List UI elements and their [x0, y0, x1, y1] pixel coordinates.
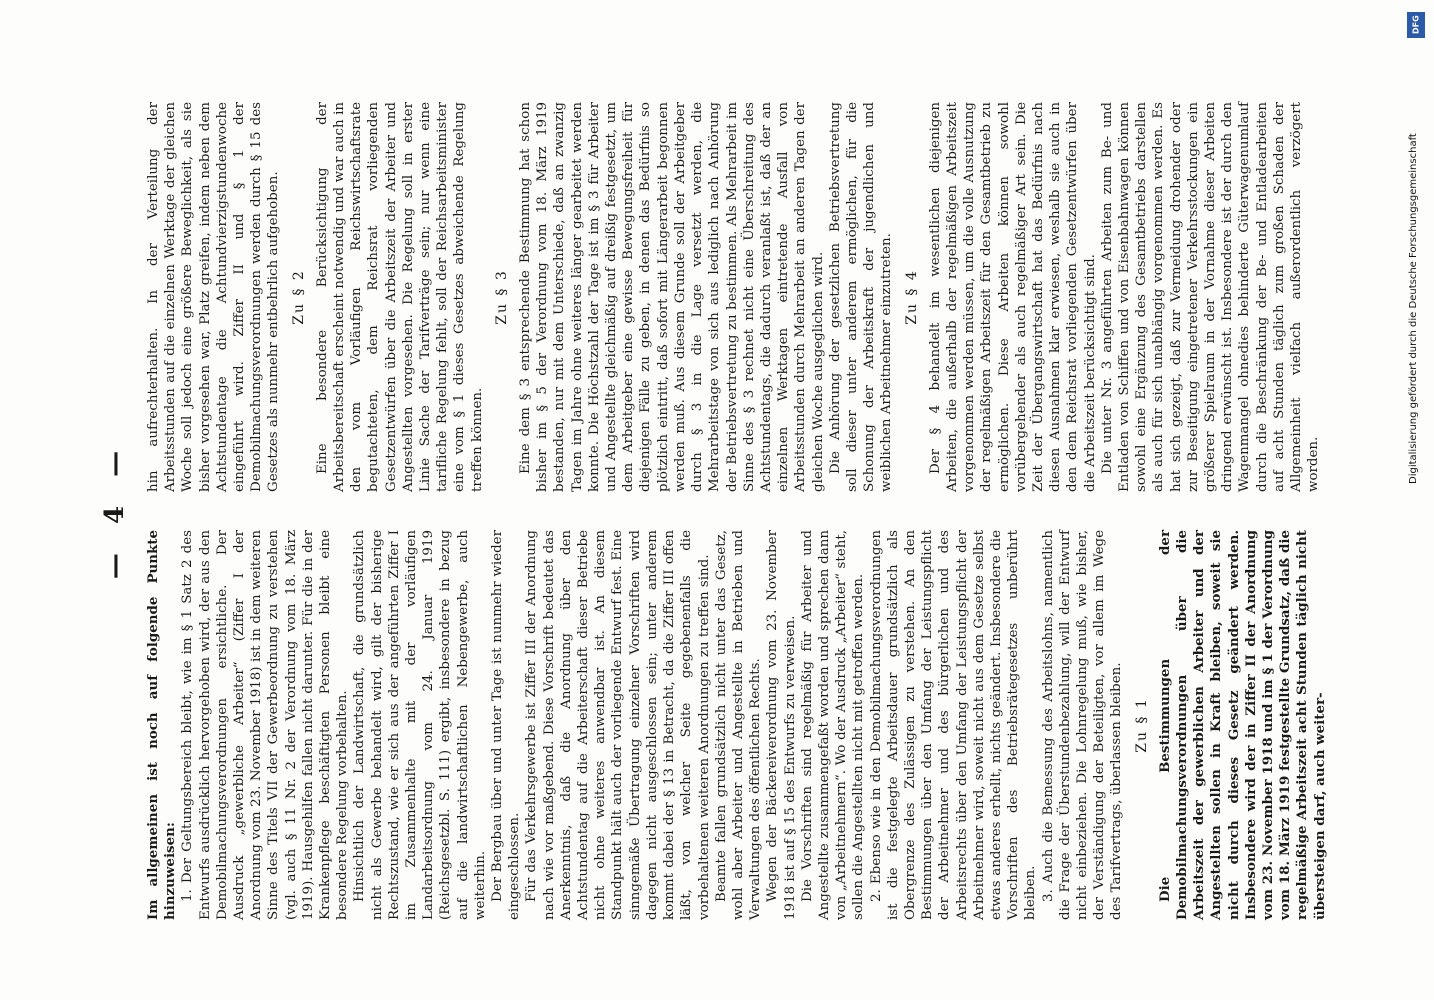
paragraph: Hinsichtlich der Landwirtschaft, die grundsätzlich nicht als Gewerbe behandelt wird, gilt der bisherige Rechtszustand, wie er sich aus der angeführten Ziffer I im Zusammenhalte mit der vorläufigen Landarbeitsordnung vom 24. Januar 1919 (Reichsgesetzbl. S. 111) ergibt, insbesondere in bezug auf die landwirtschaftlichen Nebengewerbe, auch weiterhin.: [352, 530, 488, 920]
paragraph: Für das Verkehrsgewerbe ist Ziffer III der Anordnung nach wie vor maßgebend. Diese Vorschrift bedeutet das Anerkenntnis, daß die Anordnung über den Achtstundentag auf die Arbeiterschaft dieser Betriebe nicht ohne weiteres anwendbar ist. An diesem Standpunkt hält auch der vorliegende Entwurf fest. Eine sinngemäße Übertragung einzelner Vorschriften wird dagegen nicht ausgeschlossen sein; unter anderem kommt dabei der § 13 in Betracht, da die Ziffer III offen läßt, von welcher Seite gegebenenfalls die vorbehaltenen weiteren Anordnungen zu treffen sind.: [524, 530, 712, 920]
paragraph: 2. Ebenso wie in den Demobilmachungsverordnungen ist die festgelegte Arbeitsdauer grundsätzlich als Obergrenze des Zulässigen zu verstehen. An den Bestimmungen über den Umfang der Leistungspflicht der Arbeitnehmer und des bürgerlichen und des Arbeitsrechts über den Umfang der Leistungspflicht der Arbeitnehmer wird, soweit nicht aus dem Gesetze selbst etwas anderes erhellt, nichts geändert. Insbesondere die Vorschriften des Betriebsrätegesetzes unberührt bleiben.: [868, 530, 1039, 920]
digitization-sidebar: [1404, 8, 1428, 992]
paragraph: 3. Auch die Bemessung des Arbeitslohns, namentlich die Frage der Überstundenbezahlung, will der Entwurf nicht einbeziehen. Die Lohnregelung muß, wie bisher, der Verständigung der Beteiligten, vor allem im Wege des Tarifvertrags, überlassen bleiben.: [1040, 530, 1125, 920]
section-heading: Zu § 3: [493, 269, 510, 325]
section-heading: Zu § 2: [290, 269, 307, 325]
digitization-note: Digitalisierung gefördert durch die Deutsche Forschungsgemeinschaft: [1408, 133, 1419, 484]
paragraph: Die Vorschriften sind regelmäßig für Arbeiter und Angestellte zusammengefaßt worden und sprechen dann von „Arbeitnehmern“. Wo der Ausdruck „Arbeiter“ steht, sollen die Angestellten nicht mit getroffen werden.: [799, 530, 867, 920]
paragraph: Eine dem § 3 entsprechende Bestimmung hat schon bisher im § 5 der Verordnung vom 18. März 1919 bestanden, nur mit dem Unterschiede, daß an zwanzig Tagen im Jahre ohne weiteres länger gearbeitet werden konnte. Die Höchstzahl der Tage ist im § 3 für Arbeiter und Angestellte gleichmäßig auf dreißig festgesetzt, um dem Arbeitgeber eine gewisse Bewegungsfreiheit für diejenigen Fälle zu geben, in denen das Bedürfnis so plötzlich eintritt, daß sofort mit Längerarbeit begonnen werden muß. Aus diesem Grunde soll der Arbeitgeber durch § 3 in die Lage versetzt werden, die Mehrarbeitstage von sich aus lediglich nach Anhörung der Betriebsvertretung zu bestimmen. Als Mehrarbeit im Sinne des § 3 rechnet nicht eine Überschreitung des Achtstundentags, die dadurch veranlaßt ist, daß der an einzelnen Werktagen eintretende Ausfall von Arbeitsstunden durch Mehrarbeit an anderen Tagen der gleichen Woche ausgeglichen wird.: [518, 102, 826, 492]
paragraph: Der Bergbau über und unter Tage ist nunmehr wieder eingeschlossen.: [490, 530, 523, 920]
intro-paragraph: Im allgemeinen ist noch auf folgende Punkte hinzuweisen:: [145, 530, 179, 920]
paragraph: Die unter Nr. 3 angeführten Arbeiten zum Be- und Entladen von Schiffen und von Eisenbahnwagen können sowohl eine Ergänzung des Gesamtbetriebs darstellen als auch für sich unabhängig vorgenommen werden. Es hat sich gezeigt, daß zur Vermeidung drohender oder zur Beseitigung eingetretener Verkehrsstockungen ein größerer Spielraum in der Vornahme dieser Arbeiten dringend erwünscht ist. Insbesondere ist der durch den Wagenmangel ohnedies behinderte Güterwagenumlauf durch die Beschränkung der Be- und Entladearbeiten auf acht Stunden täglich zum großen Schaden der Allgemeinheit vielfach außerordentlich verzögert worden.: [1099, 102, 1322, 492]
paragraph: Eine besondere Berücksichtigung der Arbeitsbereitschaft erscheint notwendig und war auch in den vom Vorläufigen Reichswirtschaftsrate begutachteten, dem Reichsrat vorliegenden Gesetzentwürfen über die Arbeitszeit der Arbeiter und Angestellten vorgesehen. Die Regelung soll in erster Linie Sache der Tarifverträge sein; nur wenn eine tarifliche Regelung fehlt, soll der Reichsarbeitsminister eine vom § 1 dieses Gesetzes abweichende Regelung treffen können.: [314, 102, 485, 492]
dfg-logo: DFG: [1407, 12, 1425, 38]
section-heading: Zu § 4: [903, 269, 920, 325]
left-text-column: [145, 530, 1328, 920]
paragraph: hin aufrechterhalten. In der Verteilung der Arbeitsstunden auf die einzelnen Werktage der gleichen Woche soll jedoch eine größere Beweglichkeit, als sie bisher vorgesehen war, Platz greifen, indem neben dem Achtstundentage die Achtundvierzigstundenwoche eingeführt wird. Ziffer II und § 1 der Demobilmachungsverordnungen werden durch § 15 des Gesetzes als nunmehr entbehrlich aufgehoben.: [146, 102, 282, 492]
section-heading: Zu § 1: [1133, 697, 1150, 753]
rotated-page: [95, 100, 1328, 920]
paragraph: Die Anhörung der gesetzlichen Betriebsvertretung soll dieser unter anderem ermöglichen, für die Schonung der Arbeitskraft der jugendlichen und weiblichen Arbeitnehmer einzutreten.: [827, 102, 895, 492]
paragraph: Der § 4 behandelt im wesentlichen diejenigen Arbeiten, die außerhalb der regelmäßigen Arbeitszeit vorgenommen werden müssen, um die volle Ausnutzung der regelmäßigen Arbeitszeit für den Gesamtbetrieb zu ermöglichen. Diese Arbeiten können sowohl vorübergehender als auch regelmäßiger Art sein. Die Zeit der Übergangswirtschaft hat das Bedürfnis nach diesen Ausnahmen klar erwiesen, weshalb sie auch in den dem Reichsrat vorliegenden Gesetzentwürfen über die Arbeitszeit berücksichtigt sind.: [927, 102, 1098, 492]
paragraph: Wegen der Bäckereiverordnung vom 23. November 1918 ist auf § 15 des Entwurfs zu verweisen.: [765, 530, 798, 920]
paragraph: Beamte fallen grundsätzlich nicht unter das Gesetz, wohl aber Arbeiter und Angestellte in Betrieben und Verwaltungen des öffentlichen Rechts.: [713, 530, 764, 920]
right-text-column: [145, 102, 1325, 492]
paragraph: 1. Der Geltungsbereich bleibt, wie im § 1 Satz 2 des Entwurfs ausdrücklich hervorgehoben wird, der aus den Demobilmachungsverordnungen ersichtliche. Der Ausdruck „gewerbliche Arbeiter“ (Ziffer I der Anordnung vom 23. November 1918) ist in dem weiteren Sinne des Titels VII der Gewerbeordnung zu verstehen (vgl. auch § 11 Nr. 2 der Verordnung vom 18. März 1919). Hausgehilfen fallen nicht darunter. Für die in der Krankenpflege beschäftigten Personen bleibt eine besondere Regelung vorbehalten.: [180, 530, 351, 920]
paragraph: Die Bestimmungen der Demobilmachungsverordnungen über die Arbeitszeit der gewerblichen Arbeiter und der Angestellten sollen in Kraft bleiben, soweit sie nicht durch dieses Gesetz geändert werden. Insbesondere wird der in Ziffer II der Anordnung vom 23. November 1918 und im § 1 der Verordnung vom 18. März 1919 festgestellte Grundsatz, daß die regelmäßige Arbeitszeit acht Stunden täglich nicht übersteigen darf, auch weiter-: [1156, 530, 1328, 920]
page-number-header: — 4 —: [100, 440, 130, 580]
